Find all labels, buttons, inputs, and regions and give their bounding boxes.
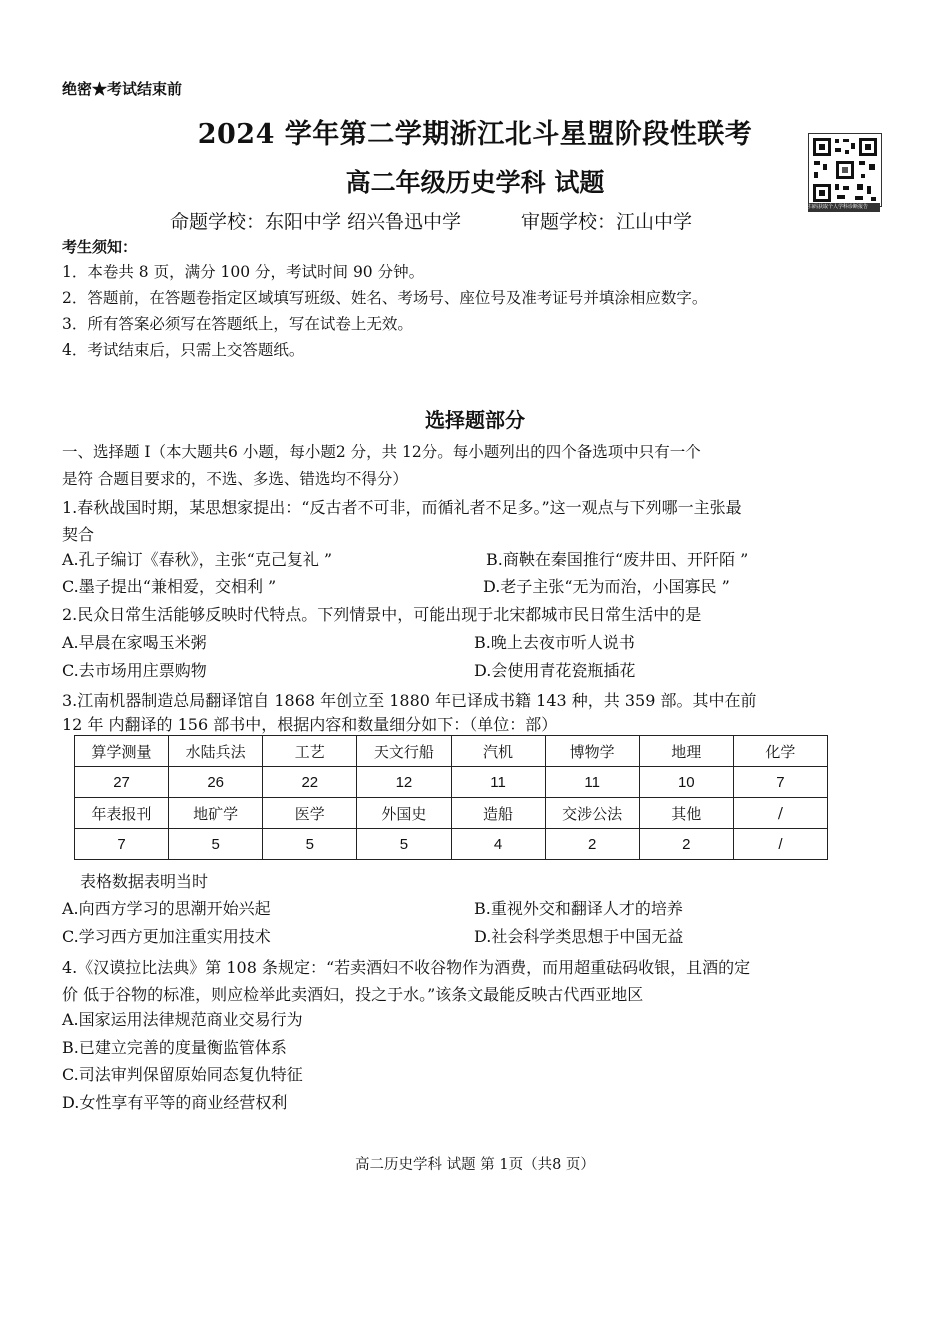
table-cell: / — [733, 829, 827, 860]
table-cell: 医学 — [263, 798, 357, 829]
section-intro: 是符 合题目要求的，不选、多选、错选均不得分） — [62, 470, 408, 488]
table-cell: 7 — [733, 767, 827, 798]
table-cell: / — [733, 798, 827, 829]
section-title: 选择题部分 — [425, 408, 525, 432]
table-cell: 2 — [545, 829, 639, 860]
question-3-prompt: 表格数据表明当时 — [80, 872, 209, 891]
table-cell: 算学测量 — [75, 736, 169, 767]
table-cell: 22 — [263, 767, 357, 798]
translation-table — [74, 735, 828, 860]
question-1-option-c: C.墨子提出“兼相爱，交相利 ” — [62, 577, 277, 596]
table-cell: 27 — [75, 767, 169, 798]
question-1-option-d: D.老子主张“无为而治，小国寡民 ” — [483, 577, 730, 596]
exam-title: 2024 学年第二学期浙江北斗星盟阶段性联考 — [197, 119, 753, 150]
question-4-stem: 4.《汉谟拉比法典》第 108 条规定：“若卖酒妇不收谷物作为酒费，而用超重砝码收银，且酒的定 — [62, 958, 751, 977]
table-row — [75, 767, 828, 798]
review-school: 审题学校：江山中学 — [521, 211, 693, 233]
question-4-stem: 价 低于谷物的标准，则应检举此卖酒妇，投之于水。”该条文最能反映古代西亚地区 — [62, 985, 644, 1004]
table-cell: 博物学 — [545, 736, 639, 767]
confidential-label: 绝密★考试结束前 — [62, 80, 183, 98]
table-cell: 5 — [169, 829, 263, 860]
question-4-option-d: D.女性享有平等的商业经营权利 — [62, 1093, 288, 1112]
table-cell: 其他 — [639, 798, 733, 829]
page-footer: 高二历史学科 试题 第 1页（共8 页） — [355, 1157, 595, 1173]
table-cell: 外国史 — [357, 798, 451, 829]
question-2-option-a: A.早晨在家喝玉米粥 — [62, 633, 207, 652]
qr-caption: 扫码获取个人学科诊断报告 — [808, 203, 880, 212]
table-cell: 26 — [169, 767, 263, 798]
table-cell: 地理 — [639, 736, 733, 767]
table-cell: 5 — [263, 829, 357, 860]
table-cell: 化学 — [733, 736, 827, 767]
table-cell: 年表报刊 — [75, 798, 169, 829]
table-row — [75, 829, 828, 860]
question-2-option-c: C.去市场用庄票购物 — [62, 661, 207, 680]
table-cell: 地矿学 — [169, 798, 263, 829]
school-info — [170, 207, 692, 234]
question-3-stem: 3.江南机器制造总局翻译馆自 1868 年创立至 1880 年已译成书籍 143 种，共 359 部。其中在前 — [62, 691, 757, 710]
table-cell: 5 — [357, 829, 451, 860]
notice-item: 3．所有答案必须写在答题纸上，写在试卷上无效。 — [62, 315, 413, 333]
notice-item: 4．考试结束后，只需上交答题纸。 — [62, 341, 305, 359]
authoring-schools: 命题学校：东阳中学 绍兴鲁迅中学 — [170, 211, 462, 233]
table-cell: 交涉公法 — [545, 798, 639, 829]
notice-item: 1．本卷共 8 页，满分 100 分，考试时间 90 分钟。 — [62, 263, 425, 281]
qr-code-icon — [808, 133, 882, 207]
question-1-option-b: B.商鞅在秦国推行“废井田、开阡陌 ” — [486, 550, 749, 569]
table-cell: 4 — [451, 829, 545, 860]
question-2-option-b: B.晚上去夜市听人说书 — [474, 633, 635, 652]
table-cell: 11 — [545, 767, 639, 798]
question-3-option-c: C.学习西方更加注重实用技术 — [62, 927, 271, 946]
section-intro: 一、选择题 Ⅰ（本大题共6 小题，每小题2 分，共 12分。每小题列出的四个备选项中只有一个 — [62, 443, 701, 461]
question-4-option-a: A.国家运用法律规范商业交易行为 — [62, 1010, 303, 1029]
notice-item: 2．答题前，在答题卷指定区域填写班级、姓名、考场号、座位号及准考证号并填涂相应数字。 — [62, 289, 708, 307]
question-3-stem: 12 年 内翻译的 156 部书中，根据内容和数量细分如下：（单位：部） — [62, 715, 558, 734]
question-1-stem: 1.春秋战国时期，某思想家提出：“反古者不可非，而循礼者不足多。”这一观点与下列哪一主张最 — [62, 498, 742, 517]
question-1-stem: 契合 — [62, 525, 95, 544]
table-row — [75, 736, 828, 767]
table-cell: 12 — [357, 767, 451, 798]
table-cell: 造船 — [451, 798, 545, 829]
question-4-option-b: B.已建立完善的度量衡监管体系 — [62, 1038, 287, 1057]
table-cell: 10 — [639, 767, 733, 798]
question-2-option-d: D.会使用青花瓷瓶插花 — [474, 661, 636, 680]
question-1-option-a: A.孔子编订《春秋》，主张“克己复礼 ” — [62, 550, 333, 569]
notice-heading: 考生须知： — [62, 238, 138, 256]
table-cell: 水陆兵法 — [169, 736, 263, 767]
table-cell: 汽机 — [451, 736, 545, 767]
question-2-stem: 2.民众日常生活能够反映时代特点。下列情景中，可能出现于北宋都城市民日常生活中的是 — [62, 605, 702, 624]
question-4-option-c: C.司法审判保留原始同态复仇特征 — [62, 1065, 303, 1084]
exam-subtitle: 高二年级历史学科 试题 — [345, 168, 605, 197]
table-cell: 7 — [75, 829, 169, 860]
question-3-option-a: A.向西方学习的思潮开始兴起 — [62, 899, 271, 918]
table-cell: 天文行船 — [357, 736, 451, 767]
question-3-option-d: D.社会科学类思想于中国无益 — [474, 927, 684, 946]
question-3-option-b: B.重视外交和翻译人才的培养 — [474, 899, 683, 918]
table-cell: 2 — [639, 829, 733, 860]
table-cell: 工艺 — [263, 736, 357, 767]
table-row — [75, 798, 828, 829]
table-cell: 11 — [451, 767, 545, 798]
